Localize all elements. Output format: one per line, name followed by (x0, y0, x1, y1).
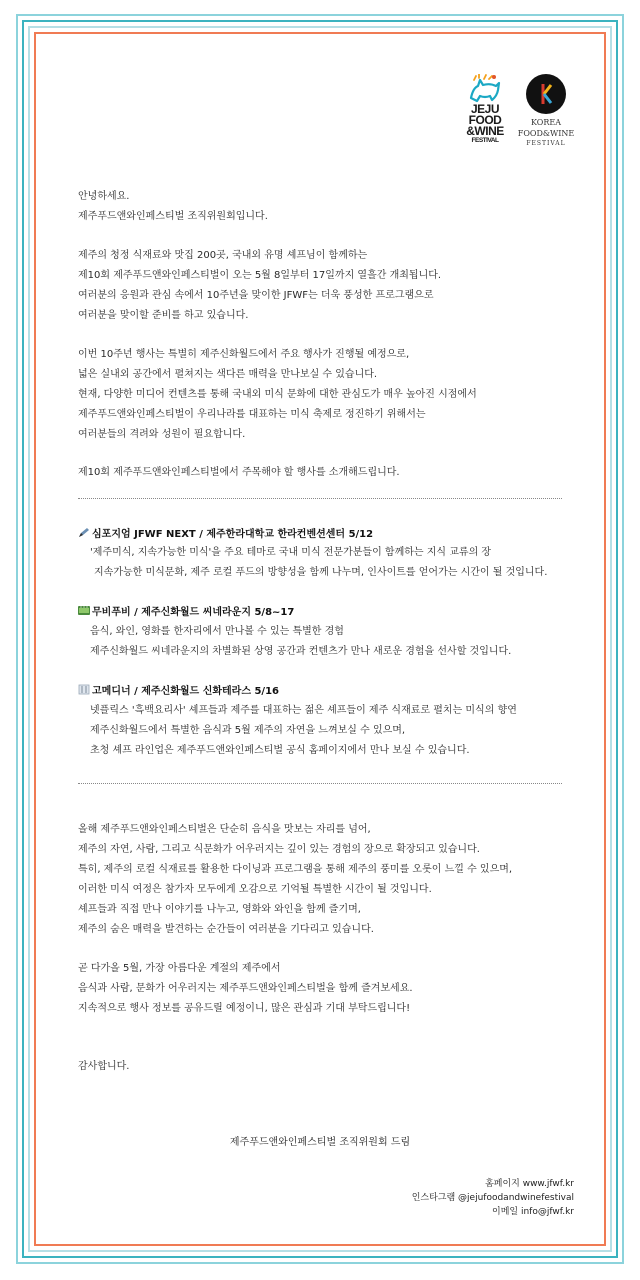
body-line: 특히, 제주의 로컬 식재료를 활용한 다이닝과 프로그램을 통해 제주의 풍미를 오롯이 느낄 수 있으며, (78, 864, 513, 875)
body-line: 올해 제주푸드앤와인페스티벌은 단순히 음식을 맛보는 자리를 넘어, (78, 824, 371, 835)
body-line: 현재, 다양한 미디어 컨텐츠를 통해 국내외 미식 문화에 대한 관심도가 매우 높아진 시점에서 (78, 389, 477, 400)
body-line: 곧 다가올 5월, 가장 아름다운 계절의 제주에서 (78, 963, 281, 974)
pen-icon (78, 527, 90, 538)
body-line: 제주의 숨은 매력을 발견하는 순간들이 여러분을 기다리고 있습니다. (78, 924, 374, 935)
film-icon (78, 605, 90, 616)
event-title-text: 심포지엄 JFWF NEXT / 제주한라대학교 한라컨벤션센터 5/12 (92, 529, 374, 540)
homepage-link[interactable]: 홈페이지 www.jfwf.kr (485, 1179, 574, 1189)
body-line: 이번 10주년 행사는 특별히 제주신화월드에서 주요 행사가 진행될 예정으로, (78, 349, 410, 360)
greeting-line: 제주푸드앤와인페스티벌 조직위원회입니다. (78, 211, 268, 222)
korea-word: KOREA (531, 118, 561, 127)
body-line: 제주의 자연, 사람, 그리고 식문화가 어우러지는 깊이 있는 경험의 장으로 확장되고 있습니다. (78, 844, 480, 855)
event-line: 제주신화월드에서 특별한 음식과 5월 제주의 자연을 느껴보실 수 있으며, (90, 725, 406, 736)
body-line: 여러분의 응원과 관심 속에서 10주년을 맞이한 JFWF는 더욱 풍성한 프로그램으로 (78, 290, 434, 301)
jeju-festival-logo (456, 74, 514, 154)
jeju-horse-icon (468, 74, 502, 104)
body-line: 여러분들의 격려와 성원이 필요합니다. (78, 429, 246, 440)
body-line: 이러한 미식 여정은 참가자 모두에게 오감으로 기억될 특별한 시간이 될 것입니다. (78, 884, 432, 895)
event-title-movie (78, 605, 294, 619)
body-line: 지속적으로 행사 정보를 공유드릴 예정이니, 많은 관심과 기대 부탁드립니다! (78, 1003, 411, 1014)
divider (78, 498, 562, 499)
thanks-line: 감사합니다. (78, 1061, 130, 1072)
event-title-gourmet (78, 684, 279, 698)
festival-word: FESTIVAL (526, 140, 566, 147)
event-line: 음식, 와인, 영화를 한자리에서 만나볼 수 있는 특별한 경험 (90, 626, 344, 637)
divider (78, 783, 562, 784)
body-line: 제주의 청정 식재료와 맛집 200곳, 국내외 유명 셰프님이 함께하는 (78, 250, 368, 261)
signature: 제주푸드앤와인페스티벌 조직위원회 드림 (229, 1137, 411, 1148)
greeting-line: 안녕하세요. (78, 191, 130, 202)
intro-line: 제10회 제주푸드앤와인페스티벌에서 주목해야 할 행사를 소개해드립니다. (78, 467, 400, 478)
food-word: FOOD (468, 113, 502, 127)
event-line: 초청 셰프 라인업은 제주푸드앤와인페스티벌 공식 홈페이지에서 만나 보실 수 있습니다. (90, 745, 470, 756)
food-wine-word: FOOD&WINE (517, 129, 575, 138)
wine-word: &WINE (466, 124, 504, 138)
body-line: 셰프들과 직접 만나 이야기를 나누고, 영화와 와인을 함께 즐기며, (78, 904, 361, 915)
event-line: 지속가능한 미식문화, 제주 로컬 푸드의 방향성을 함께 나누며, 인사이트를 얻어가는 시간이 될 것입니다. (94, 567, 548, 578)
body-line: 여러분을 맞이할 준비를 하고 있습니다. (78, 310, 249, 321)
event-line: '제주미식, 지속가능한 미식'을 주요 테마로 국내 미식 전문가분들이 함께하는 지식 교류의 장 (90, 547, 492, 558)
body-line: 음식과 사람, 문화가 어우러지는 제주푸드앤와인페스티벌을 함께 즐겨보세요. (78, 983, 413, 994)
event-title-symposium (78, 527, 373, 541)
instagram-link[interactable]: 인스타그램 @jejufoodandwinefestival (411, 1193, 574, 1203)
event-title-text: 무비푸비 / 제주신화월드 씨네라운지 5/8~17 (92, 607, 295, 618)
event-title-text: 고메디너 / 제주신화월드 신화테라스 5/16 (92, 686, 280, 697)
dinner-icon (78, 684, 90, 695)
k-emblem-icon (526, 74, 566, 114)
event-line: 넷플릭스 '흑백요리사' 셰프들과 제주를 대표하는 젊은 셰프들이 제주 식재료로 펼치는 미식의 향연 (90, 705, 517, 716)
body-line: 넓은 실내외 공간에서 펼쳐지는 색다른 매력을 만나보실 수 있습니다. (78, 369, 378, 380)
body-line: 제주푸드앤와인페스티벌이 우리나라를 대표하는 미식 축제로 정진하기 위해서는 (78, 409, 426, 420)
korea-food-wine-logo (510, 74, 582, 148)
email-link[interactable]: 이메일 info@jfwf.kr (492, 1207, 574, 1217)
festival-word: FESTIVAL (471, 137, 499, 144)
jeju-word: JEJU (470, 102, 500, 116)
body-line: 제10회 제주푸드앤와인페스티벌이 오는 5월 8일부터 17일까지 열흘간 개최됩니다. (78, 270, 442, 281)
event-line: 제주신화월드 씨네라운지의 차별화된 상영 공간과 컨텐츠가 만나 새로운 경험을 선사할 것입니다. (90, 646, 512, 657)
